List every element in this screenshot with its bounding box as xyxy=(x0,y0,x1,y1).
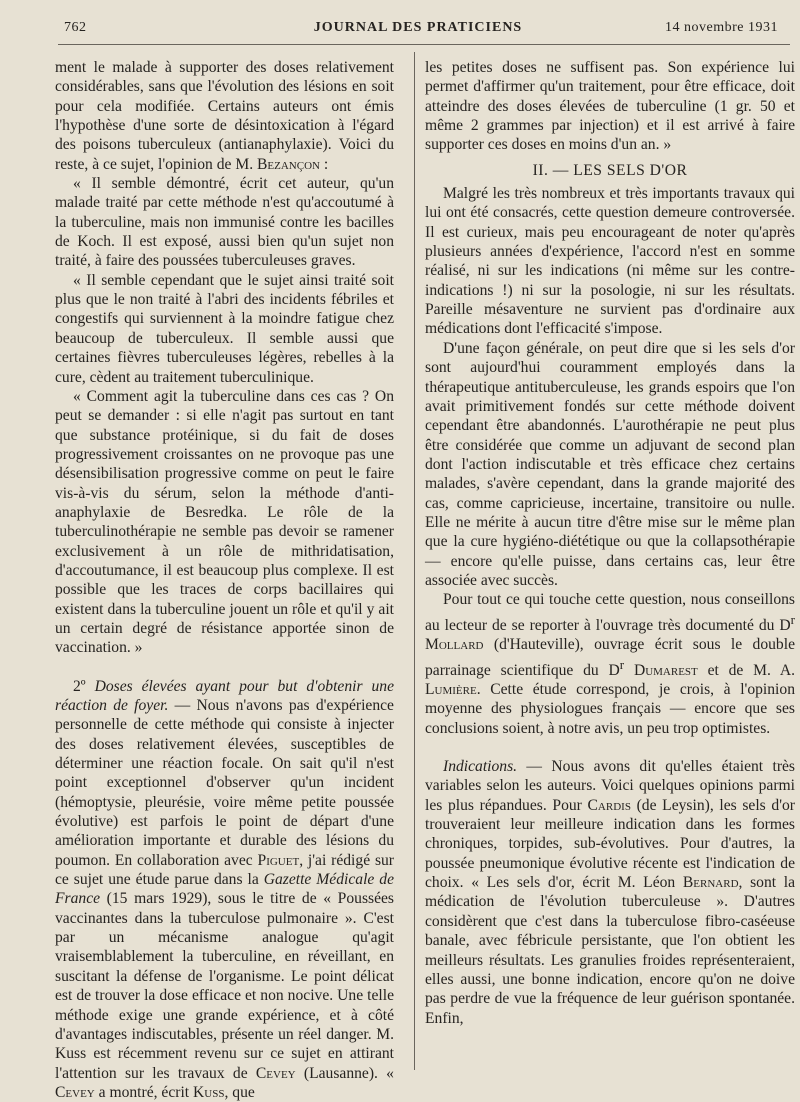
right-column xyxy=(425,58,795,1028)
column-divider xyxy=(414,52,415,1070)
paragraph: ment le malade à supporter des doses relativement considérables, sans que l'évolution des lésions en soit pour cela modifiée. Certains auteurs ont émis l'hypothèse d'une sorte de désintoxication à l'égard des poisons tuberculeux (antianaphylaxie). Voici du reste, à ce sujet, l'opinion de M. Bezançon : xyxy=(55,59,394,173)
author-name: Kuss xyxy=(193,1083,225,1101)
journal-reference: Gazette Médicale de France xyxy=(55,871,394,908)
section-paragraph: Indications. — Nous avons dit qu'elles étaient très variables selon les auteurs. Voici quelques opinions parmi les plus répandues. Pour Cardis (de Leysin), les sels d'or trouveraient leur meilleure indication dans les formes chroniques, torpides, sub-évolutives. Pour d'autres, la poussée pneumonique évolutive récente est l'indication de choix. « Les sels d'or, écrit M. Léon Bernard, sont la médication de l'évolution tuberculeuse ». D'autres considèrent que c'est dans la tuberculose fibro-caséeuse banale, avec fébricule persistante, que l'on obtient les meilleurs résultats. Les granulies froides représenteraient, elles aussi, une bonne indication, encore qu'on ne doive pas perdre de vue la fréquence de leur guérison spontanée. Enfin, xyxy=(425,758,795,1027)
author-name: Cevey xyxy=(255,1064,296,1082)
paragraph: Pour tout ce qui touche cette question, nous conseillons au lecteur de se reporter à l'ouvrage très documenté du $D^r$ Mollard (d'Hauteville), ouvrage écrit sous le double parrainage scientifique du $D^r$ Dumarest et de M. A. Lumière. Cette étude correspond, je crois, à l'opinion moyenne des physiologues français — encore que ses conclusions soient, à notre avis, un peu trop optimistes. xyxy=(425,591,795,737)
subsection-title: Doses élevées ayant pour but d'obtenir une réaction de foyer. xyxy=(55,677,394,714)
header-rule xyxy=(58,44,790,45)
journal-title: JOURNAL DES PRATICIENS xyxy=(313,20,523,35)
paragraph: Malgré les très nombreux et très importants travaux qui lui ont été consacrés, cette question demeure controversée. Il est curieux, mais peu encourageant de noter qu'après plusieurs années d'expérience, l'accord n'est en somme réalisé, ni sur les indications (ni même sur les contre-indications !) ni sur la posologie, ni sur les résultats. Pareille mésaventure ne survient pas d'ordinaire aux médications dont l'efficacité s'impose. xyxy=(425,185,795,338)
page-number: 762 xyxy=(64,20,87,35)
running-header xyxy=(58,20,778,42)
paragraph: les petites doses ne suffisent pas. Son expérience lui permet d'affirmer qu'un traitement, pour être efficace, doit atteindre des doses élevées de tuberculine (1 gr. 50 et même 2 grammes par injection) et il est arrivé à faire supporter ces doses en moins d'un an. » xyxy=(425,59,795,154)
quote-paragraph: « Il semble cependant que le sujet ainsi traité soit plus que le non traité à l'abri des incidents fébriles et congestifs qui surviennent à la moindre fatigue chez beaucoup de tuberculeux. Il semble aussi que certaines fièvres tuberculeuses légères, rebelles à la cure, cèdent au traitement tuberculinique. xyxy=(55,271,394,386)
spacer xyxy=(425,738,795,757)
author-name: Mollard xyxy=(425,636,484,654)
quote-paragraph: « Il semble démontré, écrit cet auteur, qu'un malade traité par cette méthode n'est qu'accoutumé à la tuberculine, mais non immunisé contre les bacilles de Koch. Il est exposé, aussi bien qu'un sujet non traité, à faire des poussées tuberculeuses graves. xyxy=(55,175,394,270)
quote-paragraph: « Comment agit la tuberculine dans ces cas ? On peut se demander : si elle n'agit pas surtout en tant que substance protéinique, si du fait de doses progressivement croissantes on ne provoque pas une désensibilisation progressive comme on peut le faire vis-à-vis du sérum, selon la méthode d'anti-anaphylaxie de Besredka. Le rôle de la tuberculinothérapie ne semble pas devoir se ramener exclusivement à un rôle de mithridatisation, d'accoutumance, il est beaucoup plus complexe. Il est possible que les traces de corps bacillaires qui existent dans la tuberculine jouent un rôle et qu'il y ait un certain degré de résistance apportée sinon de vaccination. » xyxy=(55,387,394,657)
author-name: Piguet xyxy=(257,851,300,869)
author-name: Cardis xyxy=(587,796,631,814)
section-heading: II. — LES SELS D'OR xyxy=(532,161,688,179)
author-name: Bezançon xyxy=(257,155,320,173)
issue-date: 14 novembre 1931 xyxy=(665,20,778,35)
spacer xyxy=(55,658,394,677)
section-paragraph: 2º Doses élevées ayant pour but d'obtenir une réaction de foyer. — Nous n'avons pas d'expérience personnelle de cette méthode qui consiste à injecter des doses relativement élevées, susceptibles de déterminer une réaction focale. On sait qu'il n'est point exceptionnel d'observer qu'un incident (hémoptysie, pleurésie, voire même petite poussée évolutive) est parfois le point de départ d'une amélioration importante et durable des lésions du poumon. En collaboration avec Piguet, j'ai rédigé sur ce sujet une étude parue dans la Gazette Médicale de France (15 mars 1929), sous le titre de « Poussées vaccinantes dans la tuberculose pulmonaire ». C'est par un mécanisme analogue qu'agit vraisemblablement la tuberculine, en réveillant, en suscitant la défense de l'organisme. Le point délicat est de trouver la dose efficace et non nocive. Une telle méthode exige une grande expérience, et à côté d'avantages indiscutables, présente un réel danger. M. Kuss est récemment revenu sur ce sujet en attirant l'attention sur les travaux de Cevey (Lausanne). « Cevey a montré, écrit Kuss, que xyxy=(55,677,395,1101)
author-name: Dumarest xyxy=(624,661,698,679)
subsection-title: Indications. xyxy=(443,758,518,776)
left-column xyxy=(55,58,394,1102)
author-name: Lumière xyxy=(425,681,477,699)
paragraph: D'une façon générale, on peut dire que si les sels d'or sont aujourd'hui couramment employés dans la thérapeutique antituberculeuse, les grands espoirs que l'on avait primitivement fondés sur cette méthode doivent cependant être abandonnés. L'aurothérapie ne peut plus être considérée que comme un adjuvant de second plan dont l'action indiscutable et très efficace chez certains malades, s'avère cependant, dans la grande majorité des cas, comme capricieuse, incertaine, transitoire ou nulle. Elle ne mérite à aucun titre d'être mise sur le même plan que la cure hygiéno-diététique ou que la collapsothérapie — encore qu'elle puisse, dans certains cas, leur être associée avec succès. xyxy=(425,339,795,589)
author-name: Cevey xyxy=(55,1083,95,1101)
author-name: Bernard xyxy=(682,874,739,892)
